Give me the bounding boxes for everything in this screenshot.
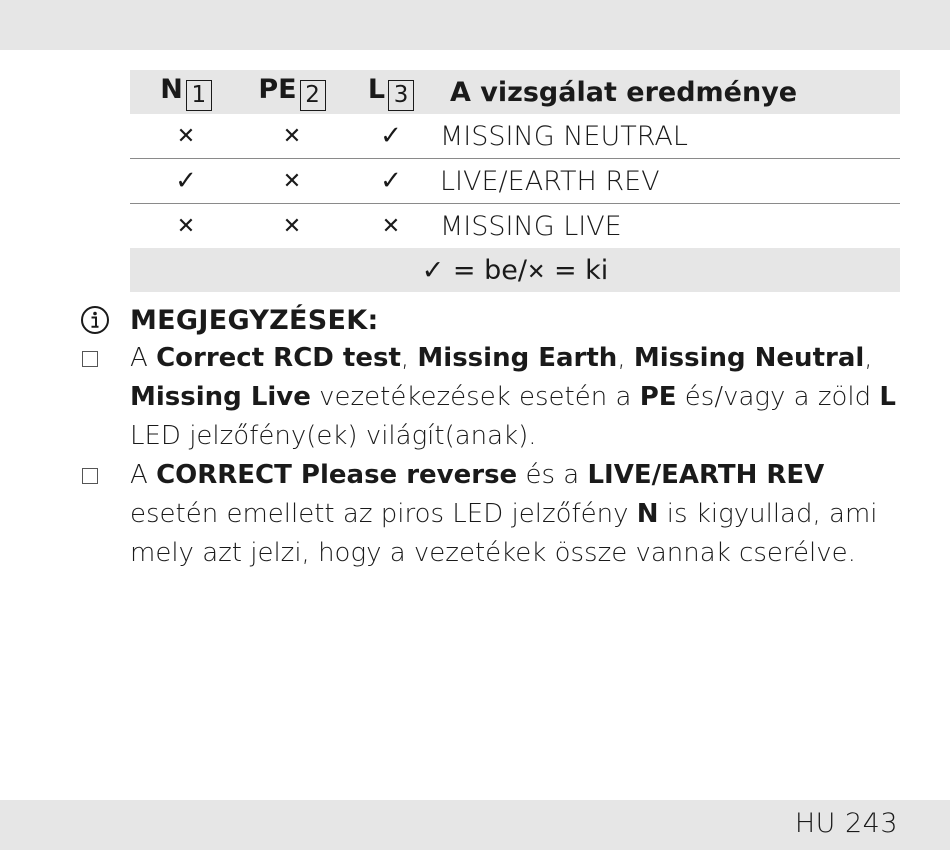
table-row bbox=[130, 114, 900, 159]
header-pe bbox=[242, 70, 342, 114]
pe-status-cross: ✕ bbox=[242, 159, 342, 204]
l-status-check: ✓ bbox=[342, 159, 440, 204]
pin-3-box: 3 bbox=[388, 80, 414, 111]
square-bullet-icon bbox=[82, 351, 98, 367]
legend-off-text: = ki bbox=[545, 254, 609, 286]
note-item bbox=[82, 339, 902, 456]
pe-status-cross: ✕ bbox=[282, 213, 302, 239]
notes-heading bbox=[80, 300, 379, 340]
note-bold: PE bbox=[639, 382, 677, 412]
note-bold: CORRECT Please reverse bbox=[156, 460, 518, 490]
result-text: MISSING LIVE bbox=[440, 210, 622, 242]
header-result: A vizsgálat eredménye bbox=[450, 76, 798, 108]
note-bold: N bbox=[636, 499, 659, 529]
n-status-cross: ✕ bbox=[130, 114, 242, 159]
header-l-label: L bbox=[367, 73, 386, 105]
n-status-cross: ✕ bbox=[176, 213, 196, 239]
table-row bbox=[130, 204, 900, 249]
note-span: és/vagy a zöld bbox=[676, 382, 880, 412]
pin-2-box: 2 bbox=[300, 80, 326, 111]
header-pe-label: PE bbox=[258, 73, 297, 105]
notes-title: MEGJEGYZÉSEK: bbox=[130, 304, 379, 336]
note-span: A bbox=[130, 460, 157, 490]
info-icon bbox=[80, 305, 110, 335]
header-n-label: N bbox=[160, 73, 183, 105]
test-result-table bbox=[130, 70, 900, 292]
header-l bbox=[342, 70, 440, 114]
note-span: is kigyullad, ami mely azt jelzi, hogy a vezetékek össze vannak cserélve. bbox=[130, 499, 878, 568]
legend-row bbox=[130, 248, 900, 292]
square-bullet-icon bbox=[82, 468, 98, 484]
table-row bbox=[130, 159, 900, 204]
note-span: , bbox=[400, 343, 418, 373]
l-status-check: ✓ bbox=[342, 114, 440, 159]
page-number: HU 243 bbox=[794, 808, 898, 839]
note-bold: LIVE/EARTH REV bbox=[587, 460, 825, 490]
note-bold: Missing Neutral bbox=[633, 343, 865, 373]
note-text bbox=[130, 339, 902, 456]
note-span: , bbox=[617, 343, 634, 373]
pin-1-box: 1 bbox=[186, 80, 212, 111]
header-n bbox=[130, 70, 242, 114]
l-status-cross: ✕ bbox=[381, 213, 401, 239]
note-bold: Correct RCD test bbox=[156, 343, 401, 373]
result-text: LIVE/EARTH REV bbox=[440, 159, 900, 204]
note-bold: Missing Earth bbox=[417, 343, 618, 373]
symbol-legend bbox=[130, 248, 900, 292]
cross-symbol: ✕ bbox=[526, 259, 546, 285]
check-symbol: ✓ bbox=[421, 254, 445, 286]
note-span: és a bbox=[517, 460, 588, 490]
note-text bbox=[130, 456, 902, 573]
note-span: vezetékezések esetén a bbox=[310, 382, 640, 412]
note-span: A bbox=[130, 343, 157, 373]
result-text: MISSING NEUTRAL bbox=[440, 114, 900, 159]
table-header-row bbox=[130, 70, 900, 114]
pe-status-cross: ✕ bbox=[242, 114, 342, 159]
note-item bbox=[82, 456, 902, 573]
note-bold: Missing Live bbox=[130, 382, 311, 412]
note-span: , bbox=[864, 343, 873, 373]
note-bold: L bbox=[879, 382, 896, 412]
note-span: esetén emellett az piros LED jelzőfény bbox=[130, 499, 637, 529]
n-status-check: ✓ bbox=[130, 159, 242, 204]
legend-on-text: = be/ bbox=[444, 254, 527, 286]
note-span: LED jelzőfény(ek) világít(anak). bbox=[130, 421, 537, 451]
header-band bbox=[0, 0, 950, 50]
